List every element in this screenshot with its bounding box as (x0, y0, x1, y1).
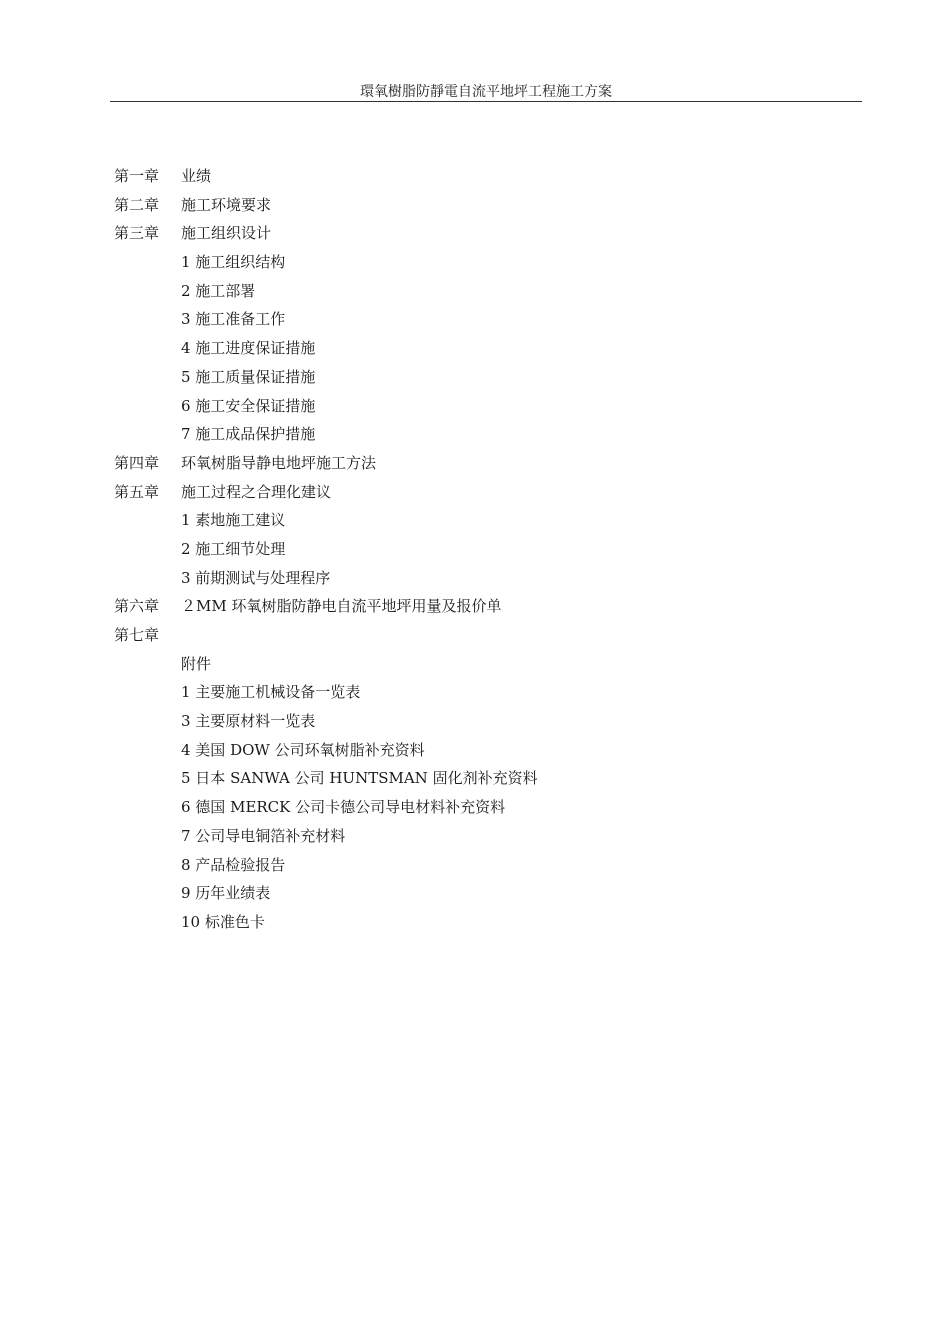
toc-chapter-row (114, 621, 854, 650)
toc-entry-text: 1 主要施工机械设备一览表 (181, 683, 361, 702)
toc-entry-text: 施工环境要求 (181, 195, 272, 214)
toc-subsection-row (114, 392, 854, 421)
toc-entry-text: 10 标准色卡 (181, 912, 265, 931)
toc-subsection-row (114, 879, 854, 908)
toc-subsection-row (114, 650, 854, 679)
toc-entry-text: 4 施工进度保证措施 (181, 339, 316, 358)
toc-subsection-row (114, 277, 854, 306)
toc-entry-text: 1 施工组织结构 (181, 253, 286, 272)
toc-chapter-row (114, 449, 854, 478)
toc-entry-text: 1 素地施工建议 (181, 511, 286, 530)
toc-chapter-label: 第三章 (114, 224, 160, 243)
toc-subsection-row (114, 363, 854, 392)
toc-entry-text: 5 施工质量保证措施 (181, 367, 316, 386)
header-divider (110, 101, 862, 102)
toc-entry-text: 3 主要原材料一览表 (181, 712, 316, 731)
table-of-contents (114, 162, 854, 937)
toc-subsection-row (114, 248, 854, 277)
toc-chapter-label: 第五章 (114, 482, 160, 501)
toc-entry-text: ２MM 环氧树脂防静电自流平地坪用量及报价单 (181, 597, 502, 616)
toc-subsection-row (114, 822, 854, 851)
toc-subsection-row (114, 420, 854, 449)
toc-entry-text: 7 公司导电铜箔补充材料 (181, 826, 346, 845)
toc-entry-text: 施工过程之合理化建议 (181, 482, 332, 501)
toc-entry-text: 5 日本 SANWA 公司 HUNTSMAN 固化剂补充资料 (181, 769, 538, 788)
toc-chapter-row (114, 592, 854, 621)
toc-entry-text: 附件 (181, 654, 212, 673)
toc-chapter-row (114, 162, 854, 191)
toc-subsection-row (114, 564, 854, 593)
toc-entry-text: 8 产品检验报告 (181, 855, 286, 874)
toc-entry-text: 2 施工细节处理 (181, 539, 286, 558)
toc-chapter-row (114, 191, 854, 220)
toc-chapter-label: 第二章 (114, 195, 160, 214)
page-header-title: 環氧樹脂防靜電自流平地坪工程施工方案 (360, 84, 612, 100)
toc-entry-text: 7 施工成品保护措施 (181, 425, 316, 444)
toc-chapter-row (114, 219, 854, 248)
toc-subsection-row (114, 535, 854, 564)
toc-chapter-label: 第六章 (114, 597, 160, 616)
toc-entry-text: 4 美国 DOW 公司环氧树脂补充资料 (181, 740, 425, 759)
toc-chapter-label: 第一章 (114, 167, 160, 185)
toc-entry-text: 6 德国 MERCK 公司卡德公司导电材料补充资料 (181, 798, 506, 817)
toc-entry-text: 9 历年业绩表 (181, 884, 271, 903)
toc-subsection-row (114, 334, 854, 363)
toc-entry-text: 3 前期测试与处理程序 (181, 568, 331, 587)
toc-subsection-row (114, 736, 854, 765)
toc-entry-text: 业绩 (181, 167, 212, 185)
toc-entry-text: 2 施工部署 (181, 281, 256, 300)
toc-entry-text: 施工组织设计 (181, 224, 272, 243)
toc-subsection-row (114, 764, 854, 793)
toc-subsection-row (114, 707, 854, 736)
toc-subsection-row (114, 506, 854, 535)
toc-subsection-row (114, 851, 854, 880)
toc-entry-text: 6 施工安全保证措施 (181, 396, 316, 415)
toc-subsection-row (114, 908, 854, 937)
toc-chapter-label: 第七章 (114, 626, 160, 644)
toc-chapter-row (114, 478, 854, 507)
toc-chapter-label: 第四章 (114, 453, 160, 472)
toc-subsection-row (114, 793, 854, 822)
toc-entry-text: 环氧树脂导静电地坪施工方法 (181, 453, 377, 472)
toc-subsection-row (114, 305, 854, 334)
toc-entry-text: 3 施工准备工作 (181, 310, 286, 329)
toc-subsection-row (114, 678, 854, 707)
